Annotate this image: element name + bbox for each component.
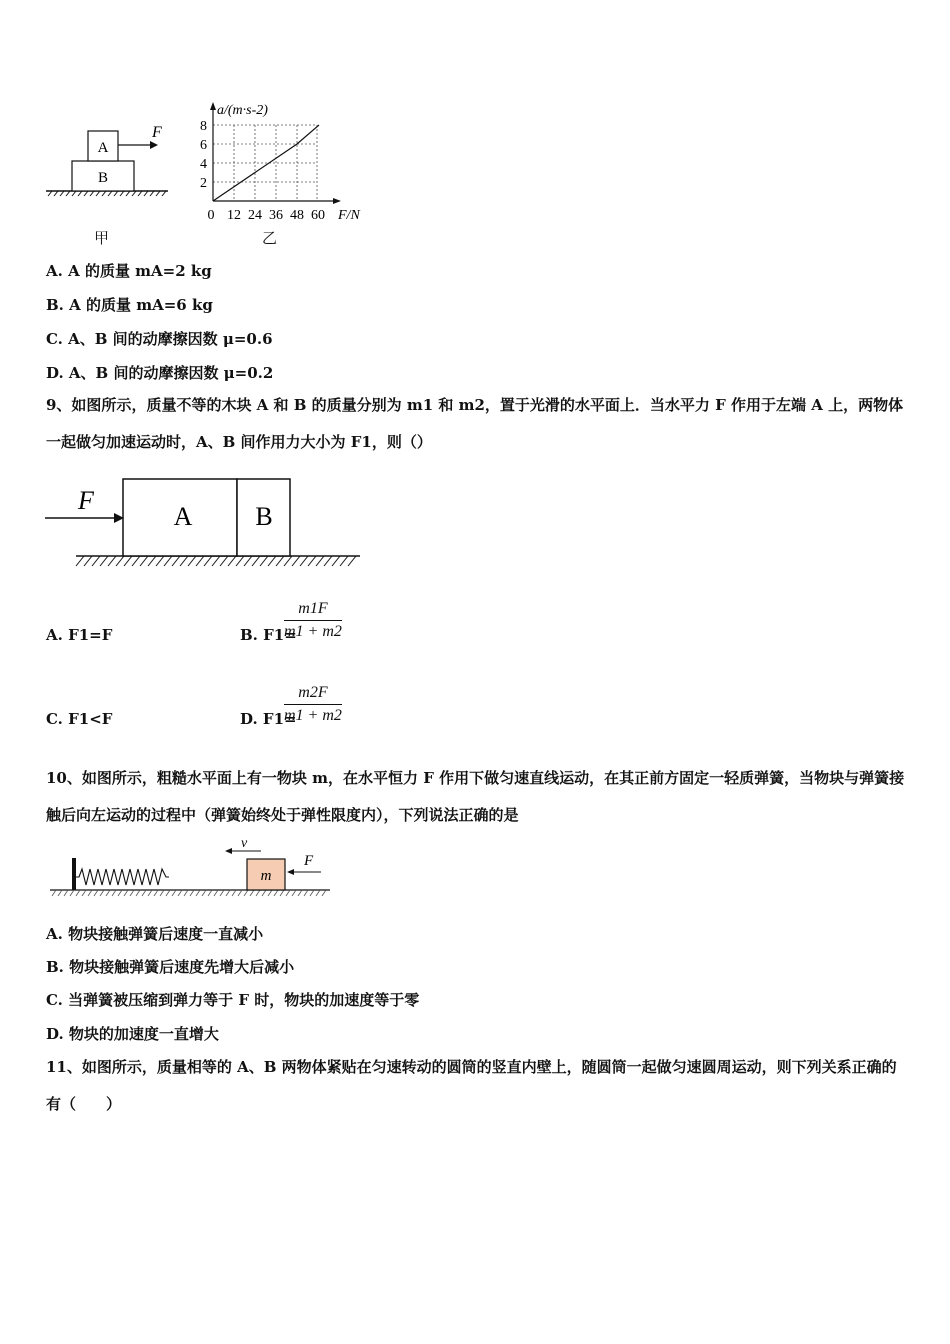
x-axis-arrow-icon	[333, 198, 341, 204]
y-tick: 2	[200, 176, 207, 191]
q9-option-c: C. F1<F	[46, 710, 113, 728]
q9-option-d: D. F1=	[240, 710, 297, 728]
x-tick: 0	[207, 208, 215, 223]
q9-stem: 9、如图所示，质量不等的木块 A 和 B 的质量分别为 m1 和 m2，置于光滑的水平面上．当水平力 F 作用于左端 A 上，两物体一起做匀加速运动时，A、B 间作用力大小为 F1，则（）	[46, 396, 904, 451]
y-tick: 6	[200, 138, 207, 153]
q10-option-a: A. 物块接触弹簧后速度一直减小	[46, 925, 264, 943]
y-axis-arrow-icon	[210, 102, 216, 110]
figure-blocks-ab	[40, 475, 370, 575]
force-arrow-icon	[150, 141, 158, 149]
q9-option-d-fraction	[284, 684, 342, 725]
q9-option-a: A. F1=F	[46, 626, 113, 644]
figure-stacked-blocks	[40, 120, 175, 200]
force-label: F	[152, 124, 162, 141]
q8-option-a: A. A 的质量 mA=2 kg	[46, 262, 212, 280]
q10-option-c: C. 当弹簧被压缩到弹力等于 F 时，物块的加速度等于零	[46, 991, 420, 1009]
force-arrow-icon	[287, 869, 294, 875]
fraction-numerator: m2F	[284, 684, 342, 705]
fraction-denominator: m1 + m2	[284, 623, 342, 640]
q8-option-c: C. A、B 间的动摩擦因数 μ=0.6	[46, 330, 273, 348]
force-label: F	[304, 853, 314, 869]
x-tick: 12	[227, 208, 241, 223]
spring	[76, 869, 169, 885]
figure-caption-yi: 乙	[262, 229, 278, 247]
figure-a-f-graph	[195, 100, 375, 225]
block-b-label: B	[255, 502, 273, 531]
y-tick: 8	[200, 119, 207, 134]
block-a-label: A	[97, 140, 109, 156]
y-axis-label: a/(m·s-2)	[217, 103, 268, 118]
velocity-label: v	[241, 836, 248, 851]
x-axis-label: F/N	[338, 208, 360, 223]
q10-stem: 10、如图所示，粗糙水平面上有一物块 m，在水平恒力 F 作用下做匀速直线运动，在其正前方固定一轻质弹簧，当物块与弹簧接触后向左运动的过程中（弹簧始终处于弹性限度内），下列说法正确的是	[46, 769, 905, 824]
x-tick: 36	[269, 208, 283, 223]
q8-option-d: D. A、B 间的动摩擦因数 μ=0.2	[46, 364, 274, 382]
block-b-label: B	[97, 170, 109, 186]
fraction-denominator: m1 + m2	[284, 707, 342, 724]
x-tick: 48	[290, 208, 304, 223]
force-label: F	[78, 486, 94, 515]
x-tick: 60	[311, 208, 325, 223]
q10-option-b: B. 物块接触弹簧后速度先增大后减小	[46, 958, 295, 976]
wall	[72, 858, 76, 890]
q8-option-b: B. A 的质量 mA=6 kg	[46, 296, 213, 314]
x-tick: 24	[248, 208, 262, 223]
q9-option-b-fraction	[284, 600, 342, 641]
q9-option-b: B. F1=	[240, 626, 297, 644]
q11-stem: 11、如图所示，质量相等的 A、B 两物体紧贴在匀速转动的圆筒的竖直内壁上，随圆筒一起做匀速圆周运动，则下列关系正确的有（ ）	[46, 1058, 897, 1113]
fraction-numerator: m1F	[284, 600, 342, 621]
velocity-arrow-icon	[225, 848, 232, 854]
figure-caption-jia: 甲	[94, 229, 110, 247]
block-a-label: A	[173, 502, 193, 531]
figure-spring-block	[45, 835, 335, 900]
y-tick: 4	[200, 157, 207, 172]
q10-option-d: D. 物块的加速度一直增大	[46, 1025, 219, 1043]
block-m-label: m	[260, 868, 272, 884]
